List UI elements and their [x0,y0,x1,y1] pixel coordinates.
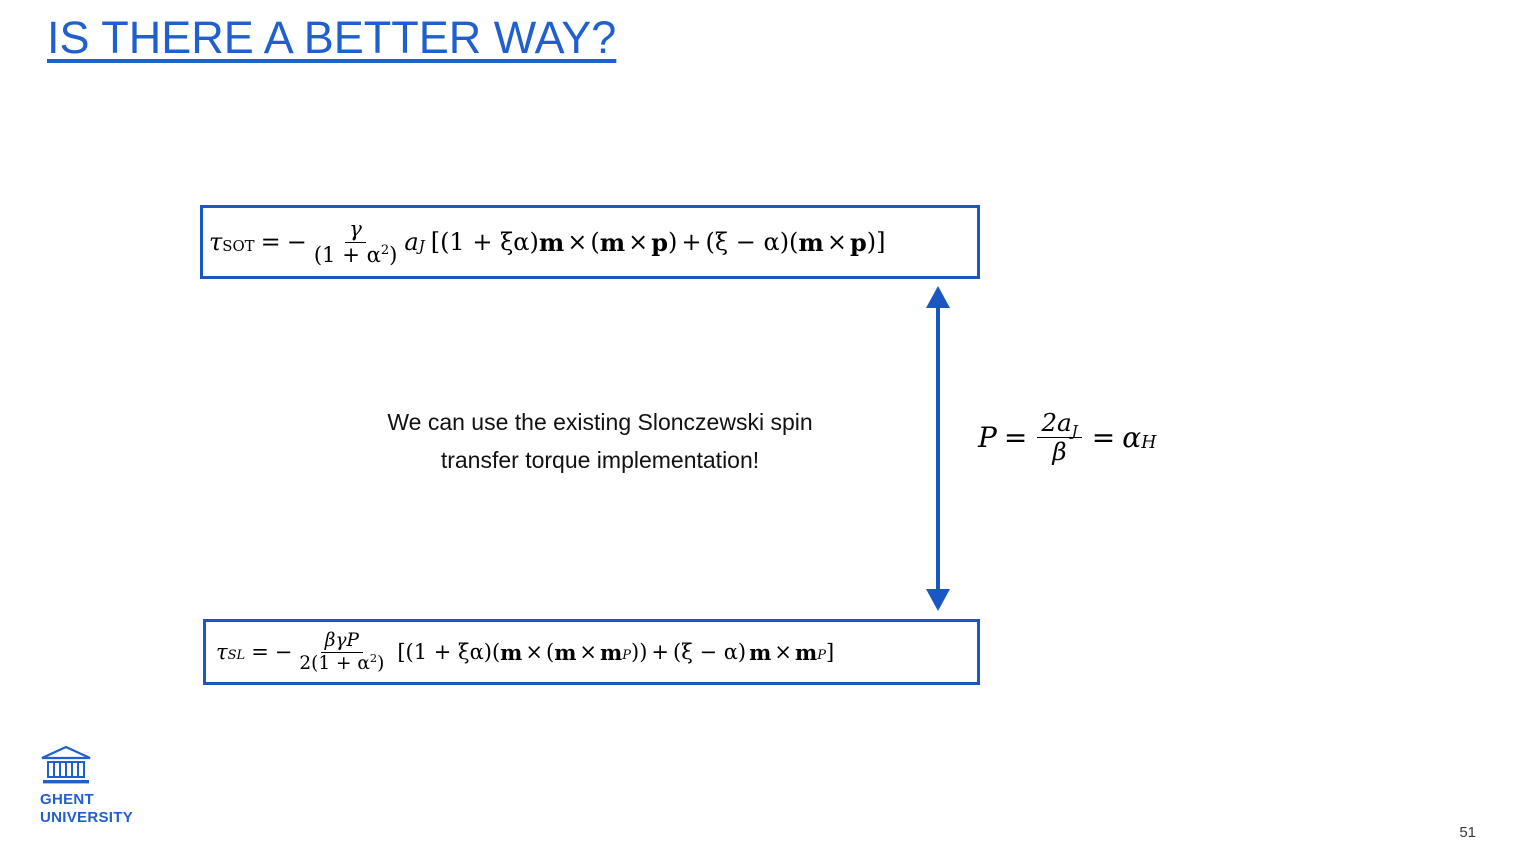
bracket-close: ] [825,640,835,664]
logo-text-line-1: GHENT [40,791,94,808]
m-vector-5: m [794,639,818,665]
group-close-1: ) [668,228,678,256]
logo-text-line-2: UNIVERSITY [40,808,134,826]
page-number: 51 [1459,824,1476,841]
cross-2: × [579,640,598,664]
fraction-gamma-over-alpha [310,218,402,265]
group-close-1: )) [631,640,648,664]
group-open-1: ( [545,640,555,664]
minus-sign: − [286,228,307,256]
den-exponent: 2 [369,651,378,666]
m-vector-4: m [749,639,772,665]
den-close: ) [377,652,385,674]
equation-box-sl [203,619,980,685]
p-num-subscript: J [1071,421,1078,440]
alpha-h-subscript: H [1141,432,1157,453]
double-arrow [918,286,958,611]
m-vector-3-subscript: P [622,648,632,664]
fraction-numerator: βγP [321,631,363,652]
explanatory-text [300,404,900,480]
m-vector-1: m [538,227,565,257]
m-vector-5-subscript: P [817,648,826,664]
bracket-close: )] [866,228,886,256]
alpha-h-symbol: α [1122,420,1142,454]
plus-sign: + [681,228,702,256]
tau-sot-subscript: SOT [222,237,255,256]
p-symbol: P [978,420,997,454]
cross-2: × [628,228,649,256]
equals-sign: = [260,228,281,256]
aj-symbol: a [404,228,419,256]
fraction-denominator [310,243,402,266]
m-vector-2: m [599,227,626,257]
bracket-open: [(1 + ξα)( [397,640,501,664]
cross-1: × [567,228,588,256]
m-vector-3: m [798,227,824,257]
group-open-2: (ξ − α)( [705,228,799,256]
p-fraction-numerator [1037,410,1081,438]
university-building-icon [40,745,92,787]
group-open-2: (ξ − α) [673,640,747,664]
equation-sot: τ SOT = − $\frac{\gamma}{(1 + \alpha^2)}$ a J [(1 + ξα) m × ( m × p ) + (ξ − α)( m × p )] [209,216,886,267]
p-fraction-denominator: β [1052,436,1067,466]
den-text: (1 + α [313,241,381,267]
equation-box-sot [200,205,980,279]
group-open-1: ( [590,228,600,256]
fraction-2aj-over-beta [1037,410,1081,465]
logo-text [40,791,210,826]
equals-sign-1: = [1003,420,1028,454]
fraction-denominator [295,653,388,673]
den-close: ) [389,241,398,267]
explanatory-text-line-1: We can use the existing Slonczewski spin [387,409,813,435]
p-vector-2: p [849,227,867,257]
equation-p-relation [978,410,1156,465]
fraction-bgp-over-denominator [295,631,388,673]
cross-3: × [826,228,847,256]
ghent-university-logo [40,745,210,826]
m-vector-2: m [554,639,577,665]
minus-sign: − [274,640,293,664]
equation-p-relation-math [978,410,1156,465]
den-text: 2(1 + α [299,652,370,674]
plus-sign: + [651,640,670,664]
double-arrow-icon [918,286,958,611]
den-exponent: 2 [380,243,390,259]
m-vector-1: m [500,639,523,665]
tau-sl-subscript: SL [227,648,246,664]
equation-sl: τ SL = − $\frac{\text{βγP}}{2(1 + \alpha^2)}$ [(1 + ξα)( m × ( m × m P )) + (ξ − α) m × m P ] [216,630,835,674]
cross-3: × [774,640,792,664]
p-vector-1: p [651,227,669,257]
fraction-numerator: γ [345,218,366,242]
m-vector-3: m [600,639,623,665]
explanatory-text-line-2: transfer torque implementation! [440,446,760,473]
bracket-open: [(1 + ξα) [430,228,539,256]
equals-sign-2: = [1091,420,1116,454]
aj-subscript: J [418,237,425,256]
equals-sign: = [251,640,269,664]
page-title: IS THERE A BETTER WAY? [47,12,617,63]
cross-1: × [525,640,543,664]
p-num-text: 2a [1041,408,1072,437]
